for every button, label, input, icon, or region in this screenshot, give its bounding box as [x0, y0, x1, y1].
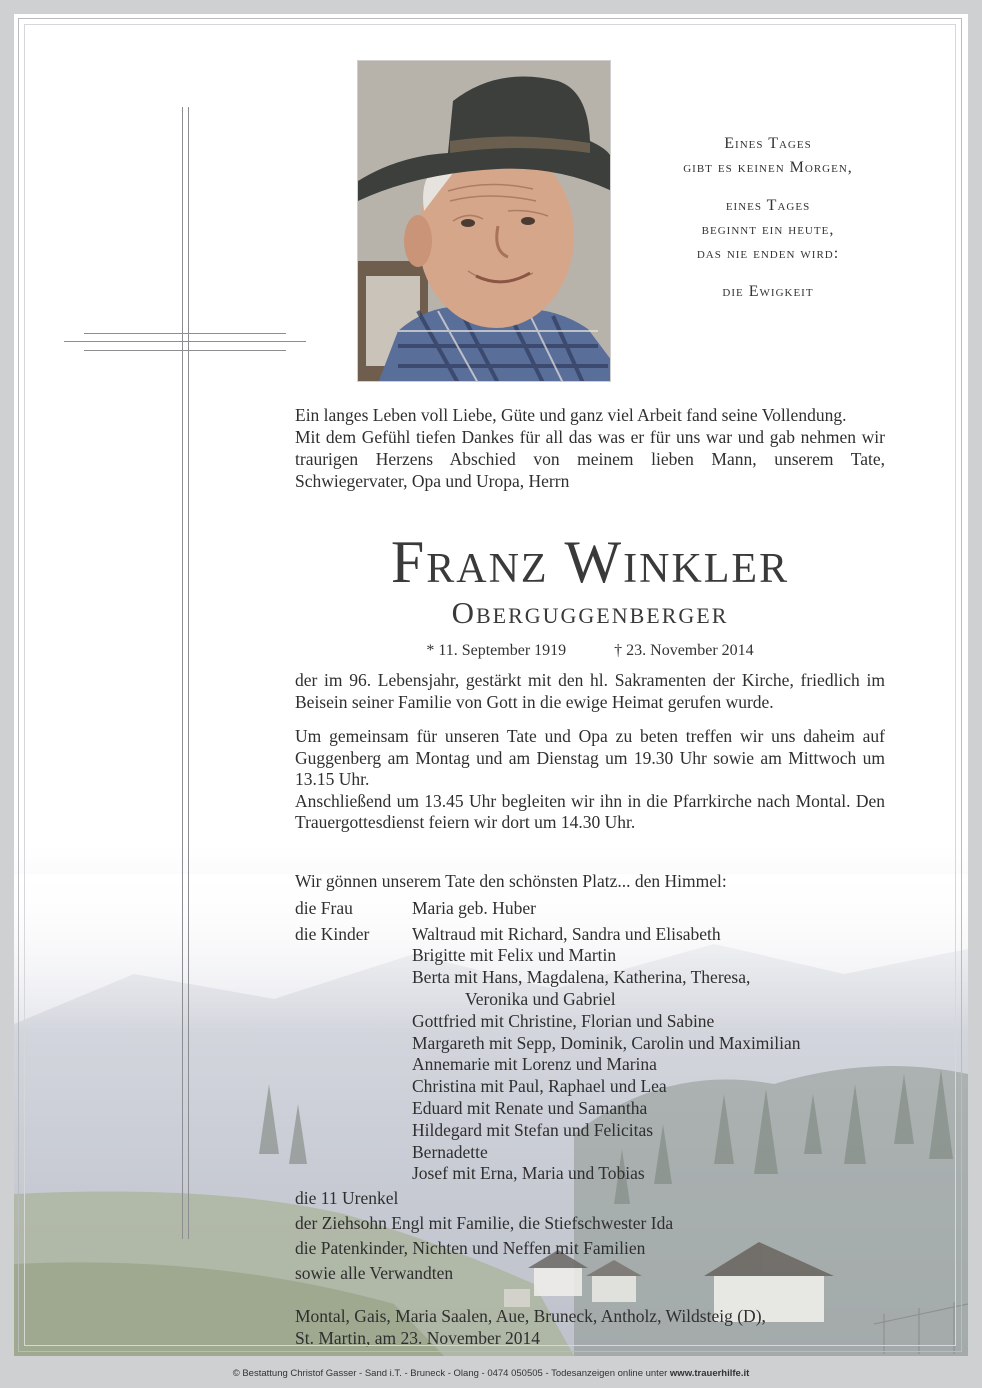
poem-line: eines Tages	[725, 197, 811, 214]
list-item: Christina mit Paul, Raphael und Lea	[412, 1076, 667, 1097]
family-row-wife	[295, 898, 895, 920]
list-item: die 11 Urenkel	[295, 1188, 399, 1209]
poem	[640, 132, 896, 318]
list-item: die Patenkinder, Nichten und Neffen mit Familien	[295, 1237, 646, 1258]
body-paragraph-3: Anschließend um 13.45 Uhr begleiten wir ihn in die Pfarrkirche nach Montal. Den Trauergottesdienst feiern wir dort um 14.30 Uhr.	[295, 790, 885, 832]
deceased-surname: Oberguggenberger	[451, 595, 729, 630]
birth-date: * 11. September 1919	[426, 642, 567, 659]
poem-line: die Ewigkeit	[722, 283, 814, 300]
places-line-1: Montal, Gais, Maria Saalen, Aue, Bruneck, Antholz, Wildsteig (D),	[295, 1306, 766, 1326]
wife-name: Maria geb. Huber	[412, 897, 536, 918]
list-item: Veronika und Gabriel	[465, 988, 616, 1009]
body-paragraph-2: Um gemeinsam für unseren Tate und Opa zu beten treffen wir uns daheim auf Guggenberg am Montag und am Dienstag um 19.30 Uhr sowie am Mittwoch um 13.15 Uhr.	[295, 726, 885, 789]
list-item: Annemarie mit Lorenz und Marina	[412, 1054, 657, 1075]
body-text	[295, 670, 885, 834]
death-date: † 23. November 2014	[614, 642, 754, 659]
intro-paragraph-2: Mit dem Gefühl tiefen Dankes für all das was er für uns war und gab nehmen wir traurigen Herzens Abschied von meinem lieben Mann, unserem Tate, Schwiegervater, Opa und Uropa, Herrn	[295, 427, 885, 491]
children-names	[412, 924, 895, 1186]
portrait-photo	[357, 60, 611, 382]
intro-text	[295, 404, 885, 492]
list-item: Waltraud mit Richard, Sandra und Elisabeth	[412, 923, 721, 944]
poem-stanza-3	[640, 280, 896, 304]
place-and-date	[295, 1305, 895, 1349]
deceased-name: Franz Winkler	[390, 529, 790, 595]
list-item: Margareth mit Sepp, Dominik, Carolin und Maximilian	[412, 1032, 801, 1053]
footer-link[interactable]: www.trauerhilfe.it	[669, 1368, 750, 1379]
poem-stanza-1	[640, 132, 896, 180]
poem-line: beginnt ein heute,	[701, 221, 835, 238]
body-paragraph-1: der im 96. Lebensjahr, gestärkt mit den hl. Sakramenten der Kirche, friedlich im Beisein seiner Familie von Gott in die ewige Heimat gerufen wurde.	[295, 670, 885, 712]
places-line-2: St. Martin, am 23. November 2014	[295, 1328, 540, 1348]
family-heading: Wir gönnen unserem Tate den schönsten Platz... den Himmel:	[295, 871, 727, 891]
wife-label: die Frau	[295, 897, 353, 918]
intro-paragraph-1: Ein langes Leben voll Liebe, Güte und ganz viel Arbeit fand seine Vollendung.	[295, 405, 847, 425]
footer-text: © Bestattung Christof Gasser - Sand i.T. - Bruneck - Olang - 0474 050505 - Todesanzeigen online unter	[232, 1368, 670, 1379]
list-item: Josef mit Erna, Maria und Tobias	[412, 1163, 645, 1184]
poem-line: Eines Tages	[724, 135, 812, 152]
list-item: Brigitte mit Felix und Martin	[412, 945, 617, 966]
poem-line: gibt es keinen Morgen,	[683, 159, 853, 176]
poem-line: das nie enden wird:	[696, 245, 840, 262]
list-item: Eduard mit Renate und Samantha	[412, 1097, 648, 1118]
footer	[0, 1368, 982, 1379]
poem-stanza-2	[640, 194, 896, 266]
list-item: Gottfried mit Christine, Florian und Sabine	[412, 1010, 715, 1031]
list-item: sowie alle Verwandten	[295, 1262, 454, 1283]
family-row-children	[295, 924, 895, 1186]
list-item: Hildegard mit Stefan und Felicitas	[412, 1119, 654, 1140]
list-item: der Ziehsohn Engl mit Familie, die Stiefschwester Ida	[295, 1212, 674, 1233]
list-item: Bernadette	[412, 1141, 488, 1162]
list-item: Berta mit Hans, Magdalena, Katherina, Theresa,	[412, 967, 751, 988]
family-list	[295, 871, 895, 1284]
children-label: die Kinder	[295, 923, 370, 944]
life-dates	[295, 641, 885, 661]
